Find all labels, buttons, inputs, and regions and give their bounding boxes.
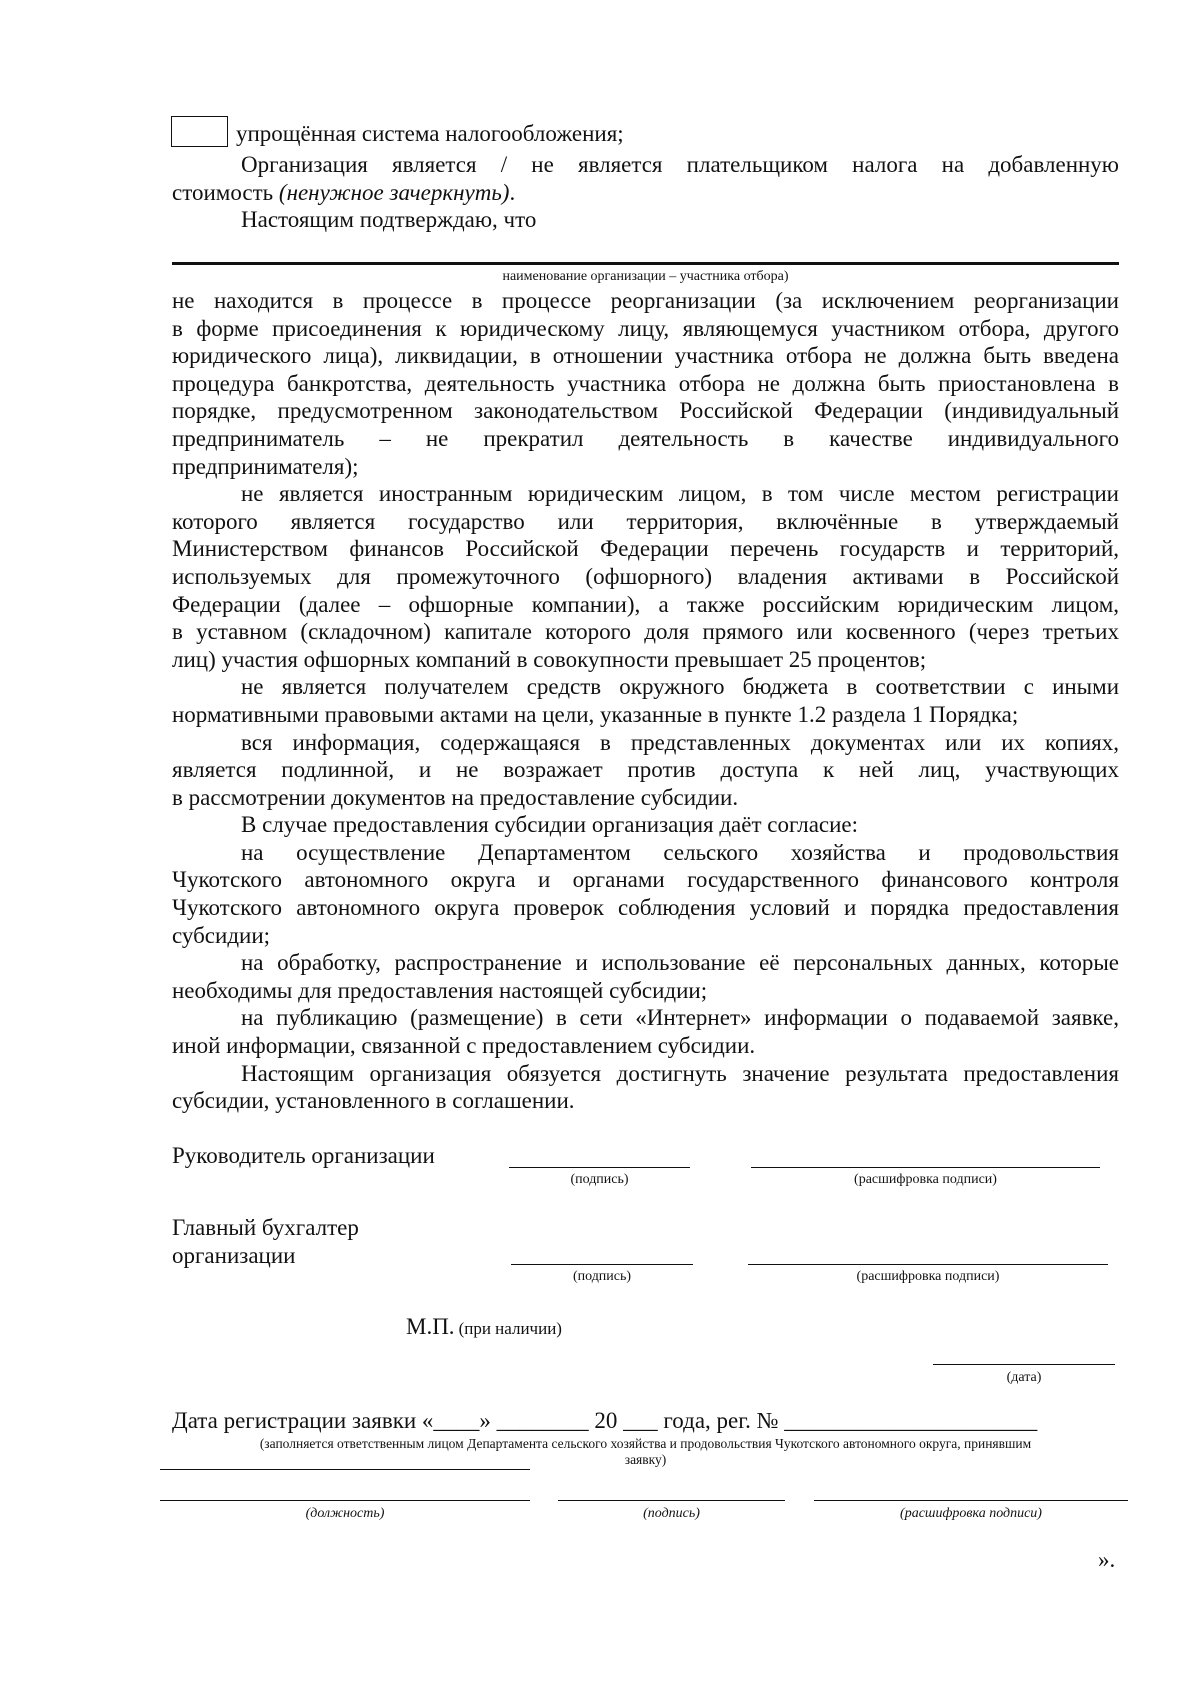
- text-line: нормативными правовыми актами на цели, указанные в пункте 1.2 раздела 1 Порядка;: [172, 701, 1019, 727]
- org-name-line: [172, 262, 1119, 265]
- vat-period: .: [509, 179, 516, 205]
- text-line: юридического лица), ликвидации, в отношении участника отбора не должна быть введена: [172, 343, 1119, 369]
- text-line: которого является государство или территория, включённые в утверждаемый: [172, 508, 1119, 534]
- paragraph-9: [172, 1060, 1119, 1115]
- text-line: порядке, предусмотренном законодательством Российской Федерации (индивидуальный: [172, 398, 1119, 424]
- paragraph-6: [172, 839, 1119, 949]
- tax-checkbox[interactable]: [171, 116, 228, 147]
- accountant-signature-line[interactable]: [511, 1264, 693, 1265]
- stamp-note: (при наличии): [458, 1319, 562, 1338]
- head-decode-line[interactable]: [751, 1167, 1100, 1168]
- text-line: на обработку, распространение и использование её персональных данных, которые: [241, 950, 1119, 976]
- paragraph-8: [172, 1004, 1119, 1059]
- text-line: в уставном (складочном) капитале которого доля прямого или косвенного (через третьих: [172, 619, 1119, 645]
- text-line: лиц) участия офшорных компаний в совокупности превышает 25 процентов;: [172, 646, 927, 672]
- paragraph-4: [172, 729, 1119, 812]
- stamp-label: М.П.: [406, 1314, 455, 1339]
- body-text: [172, 287, 1119, 1115]
- text-line: на публикацию (размещение) в сети «Интернет» информации о подаваемой заявке,: [241, 1005, 1119, 1031]
- registration-note-line-2: заявку): [624, 1452, 667, 1467]
- head-signature-line[interactable]: [509, 1167, 690, 1168]
- vat-line-2: [172, 179, 1119, 207]
- head-signature-caption: (подпись): [570, 1172, 629, 1187]
- text-line: Министерством финансов Российской Федерации перечень государств и территорий,: [172, 536, 1119, 562]
- stamp-placeholder: [406, 1313, 562, 1341]
- text-line: субсидии, установленного в соглашении.: [172, 1088, 575, 1114]
- head-label: Руководитель организации: [172, 1143, 435, 1168]
- paragraph-1: [172, 287, 1119, 480]
- paragraph-2: [172, 480, 1119, 673]
- head-decode-caption: (расшифровка подписи): [854, 1172, 997, 1187]
- closing-quote: ».: [1098, 1547, 1116, 1572]
- text-line: не является получателем средств окружного бюджета в соответствии с иными: [241, 674, 1119, 700]
- text-line: Настоящим организация обязуется достигнуть значение результата предоставления: [241, 1060, 1119, 1086]
- text-line: Федерации (далее – офшорные компании), а также российским юридическим лицом,: [172, 591, 1119, 617]
- position-caption: (должность): [305, 1506, 385, 1521]
- responsible-decode-line[interactable]: [814, 1500, 1128, 1501]
- date-line[interactable]: [933, 1364, 1115, 1365]
- paragraph-5: [172, 811, 1119, 839]
- text-line: предпринимателя);: [172, 453, 359, 479]
- text-line: В случае предоставления субсидии организация даёт согласие:: [241, 812, 859, 838]
- org-name-caption: наименование организации – участника отбора): [502, 269, 789, 284]
- position-line[interactable]: [160, 1500, 530, 1501]
- text-line: используемых для промежуточного (офшорного) владения активами в Российской: [172, 563, 1119, 589]
- vat-strike-note: (ненужное зачеркнуть): [278, 179, 510, 205]
- text-line: процедура банкротства, деятельность участника отбора не должна быть приостановлена в: [172, 370, 1119, 396]
- text-line: является подлинной, и не возражает против доступа к ней лиц, участвующих: [172, 757, 1119, 783]
- text-line: необходимы для предоставления настоящей субсидии;: [172, 977, 708, 1003]
- text-line: Чукотского автономного округа проверок соблюдения условий и порядка предоставления: [172, 895, 1119, 921]
- vat-line-1: Организация является / не является плательщиком налога на добавленную: [241, 152, 1119, 177]
- text-line: вся информация, содержащаяся в представленных документах или их копиях,: [241, 729, 1119, 755]
- responsible-signature-line[interactable]: [558, 1500, 785, 1501]
- confirm-intro: Настоящим подтверждаю, что: [241, 207, 537, 233]
- text-line: иной информации, связанной с предоставлением субсидии.: [172, 1033, 756, 1059]
- paragraph-7: [172, 949, 1119, 1004]
- text-line: субсидии;: [172, 922, 271, 948]
- registration-note: [172, 1436, 1119, 1468]
- accountant-label-2: организации: [172, 1243, 296, 1268]
- responsible-decode-caption: (расшифровка подписи): [900, 1506, 1042, 1521]
- tax-simplified-text: упрощённая система налогообложения;: [236, 121, 624, 146]
- registration-line: Дата регистрации заявки «____» ________ 20 ___ года, рег. № ______________________: [172, 1408, 1038, 1433]
- text-line: на осуществление Департаментом сельского хозяйства и продовольствия: [241, 839, 1119, 865]
- text-line: в форме присоединения к юридическому лицу, являющемуся участником отбора, другого: [172, 315, 1119, 341]
- date-caption: (дата): [1006, 1370, 1042, 1385]
- text-line: в рассмотрении документов на предоставление субсидии.: [172, 784, 739, 810]
- text-line: предприниматель – не прекратил деятельность в качестве индивидуального: [172, 425, 1119, 451]
- accountant-label-1: Главный бухгалтер: [172, 1215, 359, 1240]
- registration-extra-line[interactable]: [160, 1469, 530, 1470]
- text-line: не находится в процессе в процессе реорганизации (за исключением реорганизации: [172, 288, 1119, 313]
- text-line: Чукотского автономного округа и органами государственного финансового контроля: [172, 867, 1119, 893]
- vat-text: стоимость: [172, 179, 274, 205]
- accountant-signature-caption: (подпись): [572, 1269, 632, 1284]
- accountant-decode-line[interactable]: [748, 1264, 1108, 1265]
- responsible-signature-caption: (подпись): [643, 1506, 700, 1521]
- paragraph-3: [172, 673, 1119, 728]
- registration-note-line-1: (заполняется ответственным лицом Департамента сельского хозяйства и продовольствия Чукотского автономного округа, принявшим: [259, 1436, 1032, 1451]
- accountant-decode-caption: (расшифровка подписи): [856, 1269, 1000, 1284]
- text-line: не является иностранным юридическим лицом, в том числе местом регистрации: [241, 481, 1119, 507]
- vat-paragraph: [172, 151, 1119, 234]
